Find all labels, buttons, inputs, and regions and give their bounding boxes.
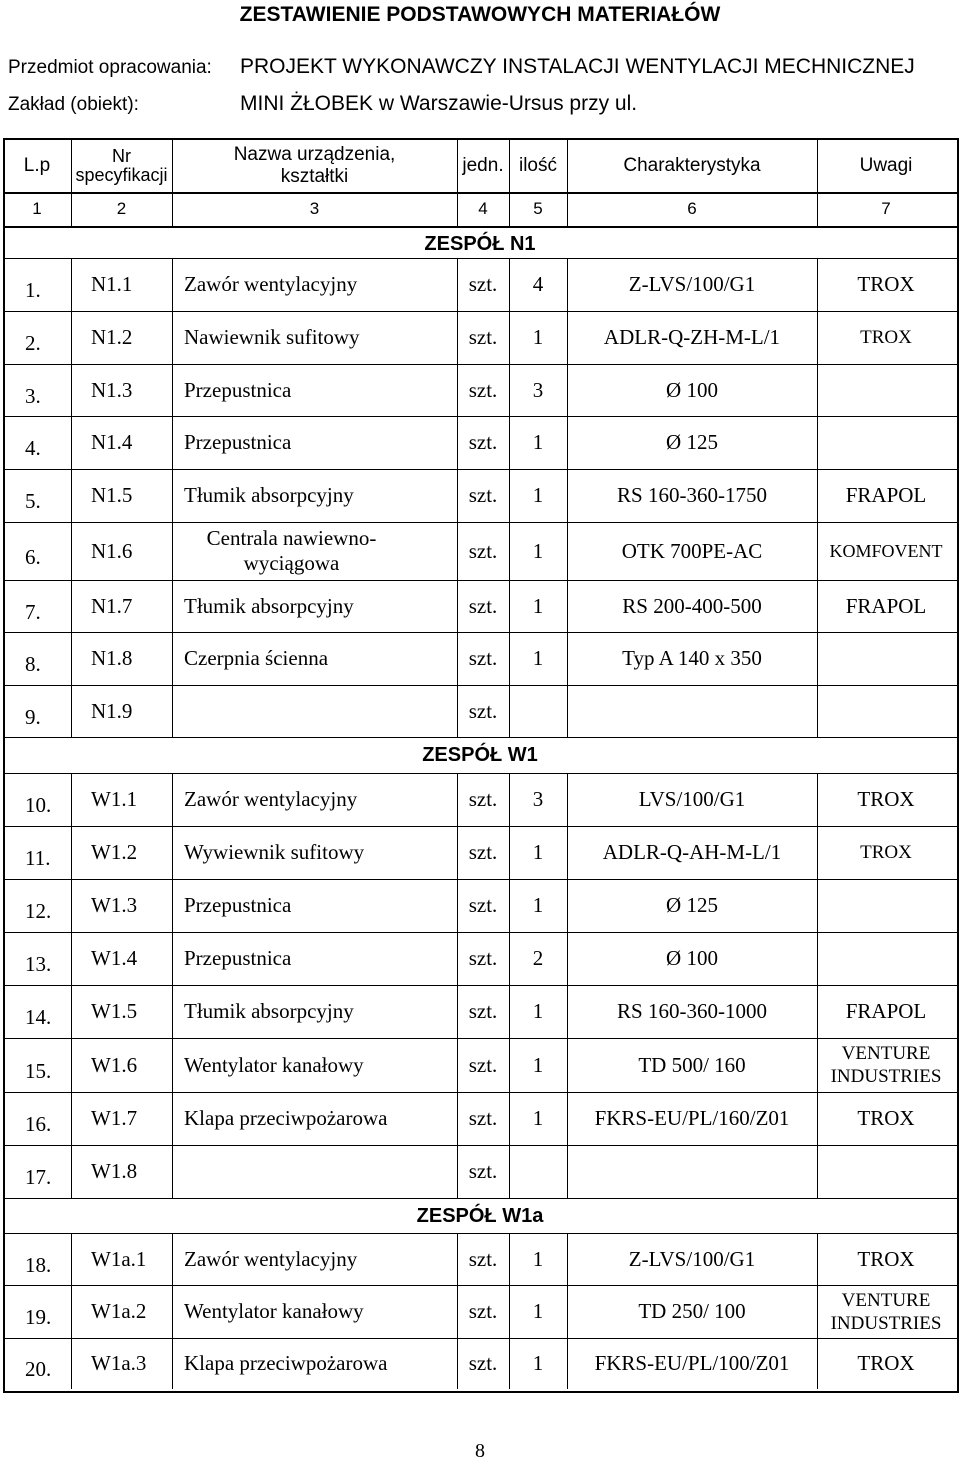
cell-lp: 11. [25, 846, 51, 870]
cell-qty [509, 685, 567, 737]
column-number: 5 [533, 199, 543, 218]
column-divider [172, 1145, 173, 1198]
cell-notes: KOMFOVENT [829, 540, 943, 561]
cell-qty: 1 [532, 1351, 544, 1375]
cell-unit: szt. [468, 1106, 498, 1130]
row-divider [3, 737, 957, 738]
cell-qty: 3 [532, 377, 544, 402]
column-divider [457, 192, 458, 226]
cell-name: Przepustnica [184, 377, 292, 402]
cell-notes [817, 416, 955, 469]
header-unit: jedn. [462, 155, 504, 176]
cell-qty: 2 [532, 946, 544, 970]
column-divider [172, 311, 173, 364]
cell-unit: szt. [468, 787, 498, 811]
cell-notes [817, 364, 955, 416]
cell-notes [817, 685, 955, 737]
cell-spec: W1a.2 [91, 1299, 147, 1323]
cell-unit: szt. [468, 698, 498, 723]
cell-notes: FRAPOL [845, 593, 927, 618]
cell-unit: szt. [468, 840, 498, 864]
header-spec-line2: specyfikacji [75, 165, 168, 185]
column-divider [172, 258, 173, 311]
column-number: 1 [32, 199, 42, 218]
cell-lp: 7. [25, 599, 41, 624]
cell-spec: N1.2 [91, 325, 133, 349]
column-number: 6 [687, 199, 697, 218]
cell-notes: TROX [857, 272, 915, 296]
cell-qty: 1 [532, 1106, 544, 1130]
cell-char: RS 160-360-1000 [617, 999, 767, 1023]
cell-unit: szt. [468, 325, 498, 349]
column-divider [172, 773, 173, 826]
cell-unit: szt. [468, 593, 498, 618]
cell-name [184, 685, 457, 737]
cell-char: Ø 125 [666, 893, 718, 917]
cell-char: OTK 700PE-AC [621, 538, 763, 563]
cell-lp: 20. [25, 1357, 52, 1381]
cell-unit: szt. [468, 483, 498, 507]
cell-char: ADLR-Q-AH-M-L/1 [602, 840, 782, 864]
site-value: MINI ŻŁOBEK w Warszawie-Ursus przy ul. [240, 92, 638, 115]
cell-qty: 1 [532, 999, 544, 1023]
cell-char: FKRS-EU/PL/100/Z01 [594, 1351, 790, 1375]
column-divider [172, 879, 173, 932]
cell-name: Przepustnica [184, 893, 292, 917]
cell-qty [509, 1145, 567, 1198]
cell-unit: szt. [468, 272, 498, 296]
cell-qty: 1 [532, 1299, 544, 1323]
cell-char: ADLR-Q-ZH-M-L/1 [603, 325, 781, 349]
cell-unit: szt. [468, 377, 498, 402]
column-divider [172, 469, 173, 522]
cell-name: Wentylator kanałowy [184, 1299, 364, 1323]
cell-name: Tłumik absorpcyjny [184, 593, 354, 618]
notes-line2: INDUSTRIES [830, 1066, 942, 1087]
header-qty: ilość [518, 155, 557, 176]
cell-qty: 1 [532, 593, 544, 618]
cell-lp: 8. [25, 652, 41, 676]
column-divider [509, 192, 510, 226]
cell-qty: 1 [532, 646, 544, 670]
cell-qty: 1 [532, 538, 544, 563]
header-spec [71, 140, 172, 192]
header-lp: L.p [23, 155, 51, 176]
notes-line2: INDUSTRIES [830, 1312, 942, 1334]
cell-char: Ø 100 [666, 377, 718, 402]
cell-name: Zawór wentylacyjny [184, 272, 358, 296]
cell-spec: W1.7 [91, 1106, 138, 1130]
cell-notes: TROX [857, 1351, 915, 1375]
column-divider [172, 932, 173, 985]
column-number: 4 [478, 199, 488, 218]
cell-notes: FRAPOL [845, 999, 927, 1023]
cell-qty: 1 [532, 483, 544, 507]
notes-line1: VENTURE [841, 1043, 931, 1064]
cell-spec: N1.5 [91, 483, 133, 507]
column-divider [172, 826, 173, 879]
column-divider [172, 140, 173, 192]
cell-unit: szt. [468, 1159, 498, 1183]
cell-unit: szt. [468, 1351, 498, 1375]
column-number: 2 [116, 199, 127, 218]
header-name-line2: kształtki [280, 166, 349, 187]
column-divider [172, 985, 173, 1038]
cell-notes: TROX [857, 1106, 915, 1130]
cell-char: FKRS-EU/PL/160/Z01 [594, 1106, 790, 1130]
cell-spec: N1.8 [91, 646, 133, 670]
cell-char: RS 160-360-1750 [617, 483, 767, 507]
cell-notes [817, 632, 955, 685]
cell-spec: W1a.3 [91, 1351, 147, 1375]
cell-lp: 16. [25, 1112, 52, 1136]
cell-lp: 15. [25, 1058, 52, 1083]
cell-unit: szt. [468, 430, 498, 454]
cell-char: Ø 100 [666, 946, 718, 970]
site-label: Zakład (obiekt): [8, 94, 139, 115]
cell-lp: 2. [25, 331, 41, 355]
cell-spec: N1.9 [91, 698, 133, 723]
cell-notes [817, 1145, 955, 1198]
cell-name: Klapa przeciwpożarowa [184, 1351, 388, 1375]
header-name [172, 140, 457, 192]
cell-spec: W1a.1 [91, 1246, 147, 1271]
cell-lp: 3. [25, 383, 41, 408]
cell-qty: 1 [532, 1052, 544, 1077]
cell-name: Klapa przeciwpożarowa [184, 1106, 388, 1130]
cell-unit: szt. [468, 1246, 498, 1271]
row-divider [3, 226, 957, 228]
cell-notes: TROX [857, 1246, 915, 1271]
column-divider [172, 685, 173, 737]
column-divider [172, 192, 173, 226]
cell-lp: 18. [25, 1252, 52, 1277]
column-divider [567, 192, 568, 226]
cell-notes [817, 879, 955, 932]
column-divider [172, 364, 173, 416]
cell-lp: 1. [25, 278, 41, 302]
column-divider [172, 1092, 173, 1145]
cell-notes: TROX [860, 326, 912, 348]
cell-name: Nawiewnik sufitowy [184, 325, 360, 349]
column-number: 7 [881, 199, 891, 218]
cell-lp: 19. [25, 1305, 52, 1329]
cell-spec: N1.1 [91, 272, 133, 296]
cell-unit: szt. [468, 999, 498, 1023]
subject-label: Przedmiot opracowania: [8, 57, 212, 78]
cell-spec: W1.4 [91, 946, 138, 970]
cell-spec: N1.7 [91, 593, 133, 618]
cell-notes: TROX [860, 841, 912, 863]
cell-spec: N1.4 [91, 430, 133, 454]
row-divider [3, 1198, 957, 1199]
column-divider [172, 1233, 173, 1285]
cell-spec: W1.3 [91, 893, 138, 917]
notes-line1: VENTURE [841, 1289, 931, 1311]
cell-lp: 6. [25, 544, 41, 569]
cell-unit: szt. [468, 538, 498, 563]
cell-name: Tłumik absorpcyjny [184, 999, 354, 1023]
cell-lp: 17. [25, 1165, 52, 1189]
cell-name: Przepustnica [184, 430, 292, 454]
cell-lp: 4. [25, 436, 41, 460]
column-number: 3 [309, 199, 320, 218]
column-divider [817, 192, 818, 226]
header-spec-line1: Nr [112, 146, 131, 166]
column-divider [509, 140, 510, 192]
cell-notes [817, 932, 955, 985]
cell-name: Przepustnica [184, 946, 292, 970]
column-divider [172, 1285, 173, 1338]
group-title: ZESPÓŁ W1 [422, 744, 538, 766]
cell-unit: szt. [468, 1052, 498, 1077]
column-divider [567, 140, 568, 192]
cell-char: LVS/100/G1 [638, 787, 746, 811]
cell-notes: TROX [857, 787, 915, 811]
cell-spec: W1.6 [91, 1052, 138, 1077]
header-notes: Uwagi [859, 155, 913, 176]
cell-unit: szt. [468, 646, 498, 670]
cell-spec: N1.3 [91, 377, 133, 402]
cell-name: Zawór wentylacyjny [184, 787, 358, 811]
cell-qty: 3 [532, 787, 544, 811]
cell-notes: FRAPOL [845, 483, 927, 507]
cell-char: Typ A 140 x 350 [622, 646, 762, 670]
header-name-line1: Nazwa urządzenia, [233, 144, 396, 165]
cell-unit: szt. [468, 946, 498, 970]
cell-lp: 9. [25, 704, 41, 729]
cell-char: Z-LVS/100/G1 [628, 1246, 756, 1271]
column-divider [817, 140, 818, 192]
cell-spec: W1.5 [91, 999, 138, 1023]
cell-lp: 13. [25, 952, 52, 976]
cell-notes [817, 1038, 955, 1092]
column-divider [71, 140, 72, 192]
cell-char [567, 1145, 817, 1198]
subject-value: PROJEKT WYKONAWCZY INSTALACJI WENTYLACJI MECHNICZNEJ [240, 55, 915, 78]
cell-qty: 1 [532, 840, 544, 864]
page-number: 8 [475, 1440, 485, 1462]
cell-char: Z-LVS/100/G1 [628, 272, 756, 296]
cell-spec: W1.8 [91, 1159, 138, 1183]
header-characteristics: Charakterystyka [623, 155, 761, 176]
cell-lp: 14. [25, 1005, 52, 1029]
cell-spec: N1.6 [91, 538, 133, 563]
cell-spec: W1.1 [91, 787, 138, 811]
cell-name: Czerpnia ścienna [184, 646, 329, 670]
cell-lp: 12. [25, 899, 52, 923]
column-divider [172, 1338, 173, 1389]
cell-name [184, 1145, 457, 1198]
cell-name: Wentylator kanałowy [184, 1052, 364, 1077]
cell-unit: szt. [468, 893, 498, 917]
cell-notes [817, 1285, 955, 1338]
group-title: ZESPÓŁ W1a [416, 1205, 544, 1227]
cell-lp: 10. [25, 793, 52, 817]
cell-char: TD 500/ 160 [638, 1052, 746, 1077]
column-divider [457, 140, 458, 192]
column-divider [172, 522, 173, 580]
column-divider [172, 416, 173, 469]
cell-char: RS 200-400-500 [622, 593, 762, 618]
cell-char: Ø 125 [666, 430, 718, 454]
column-divider [71, 192, 72, 226]
cell-char [567, 685, 817, 737]
cell-name: Centrala nawiewno-wyciągowa [206, 526, 377, 575]
cell-qty: 1 [532, 1246, 544, 1271]
column-divider [172, 1038, 173, 1092]
cell-lp: 5. [25, 489, 41, 513]
group-title: ZESPÓŁ N1 [424, 233, 536, 255]
cell-spec: W1.2 [91, 840, 138, 864]
cell-unit: szt. [468, 1299, 498, 1323]
cell-qty: 1 [532, 893, 544, 917]
cell-name: Zawór wentylacyjny [184, 1246, 358, 1271]
cell-qty: 1 [532, 325, 544, 349]
cell-name: Tłumik absorpcyjny [184, 483, 354, 507]
cell-qty: 1 [532, 430, 544, 454]
cell-name: Wywiewnik sufitowy [184, 840, 365, 864]
column-divider [172, 632, 173, 685]
document-title: ZESTAWIENIE PODSTAWOWYCH MATERIAŁÓW [239, 3, 721, 26]
cell-qty: 4 [532, 272, 544, 296]
cell-char: TD 250/ 100 [638, 1299, 746, 1323]
column-divider [172, 580, 173, 632]
